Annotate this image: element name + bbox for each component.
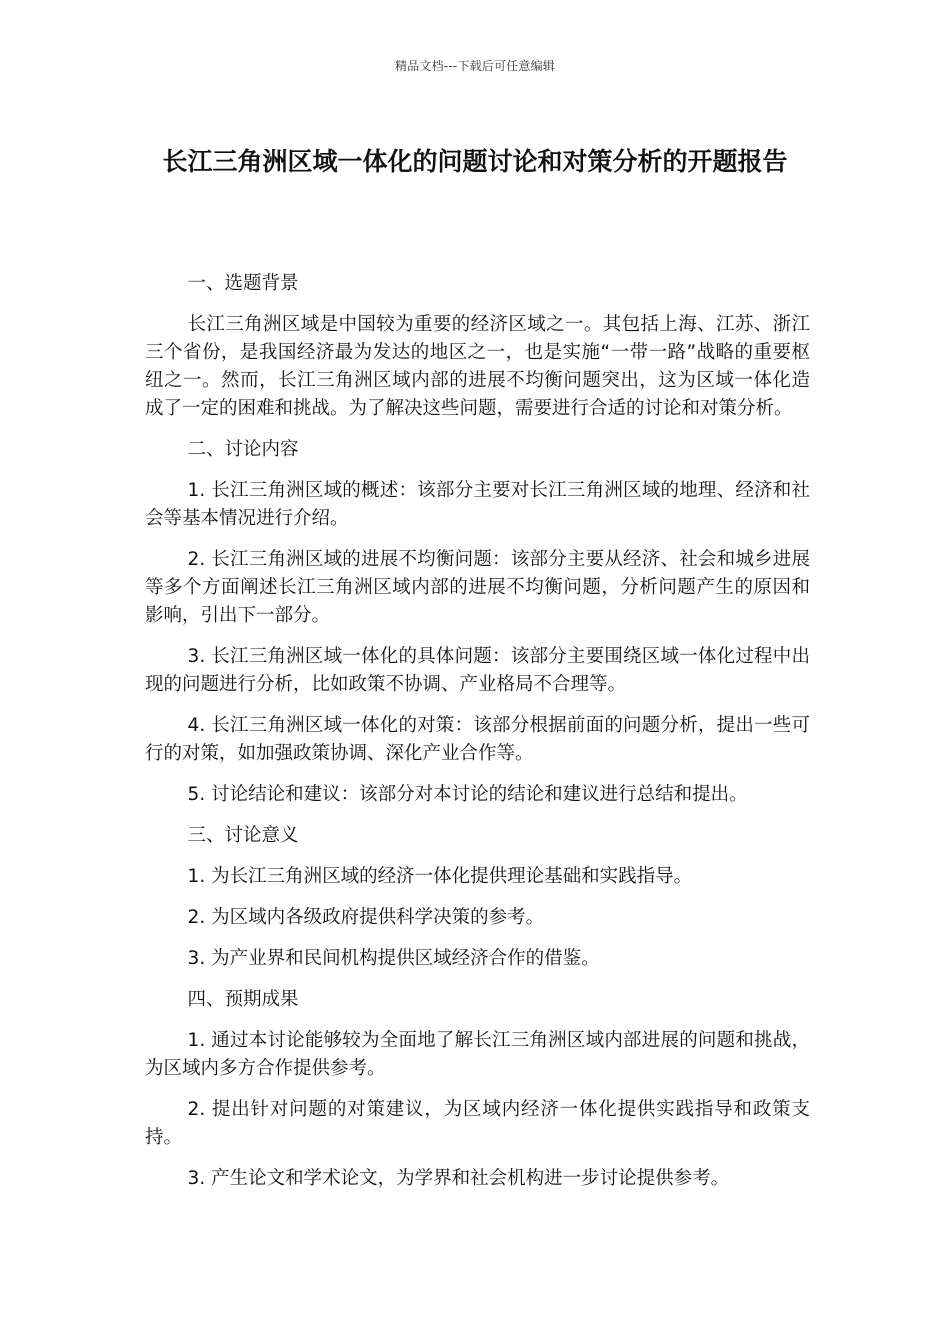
outcome-item: 1. 通过本讨论能够较为全面地了解长江三角洲区域内部进展的问题和挑战，为区域内多方合作提供参考。	[145, 1030, 810, 1079]
content-item: 5. 讨论结论和建议：该部分对本讨论的结论和建议进行总结和提出。	[187, 784, 748, 805]
background-paragraph: 长江三角洲区域是中国较为重要的经济区域之一。其包括上海、江苏、浙江三个省份，是我国经济最为发达的地区之一，也是实施“一带一路”战略的重要枢纽之一。然而，长江三角洲区域内部的进展不均衡问题突出，这为区域一体化造成了一定的困难和挑战。为了解决这些问题，需要进行合适的讨论和对策分析。	[145, 314, 810, 419]
section-heading-background: 一、选题背景	[187, 273, 299, 294]
document-title: 长江三角洲区域一体化的问题讨论和对策分析的开题报告	[162, 147, 788, 176]
content-item: 3. 长江三角洲区域一体化的具体问题：该部分主要围绕区域一体化过程中出现的问题进行分析，比如政策不协调、产业格局不合理等。	[145, 646, 810, 695]
outcome-item: 3. 产生论文和学术论文，为学界和社会机构进一步讨论提供参考。	[187, 1168, 730, 1189]
outcome-item: 2. 提出针对问题的对策建议，为区域内经济一体化提供实践指导和政策支持。	[145, 1099, 810, 1148]
significance-item: 1. 为长江三角洲区域的经济一体化提供理论基础和实践指导。	[187, 866, 693, 887]
content-item: 1. 长江三角洲区域的概述：该部分主要对长江三角洲区域的地理、经济和社会等基本情况进行介绍。	[145, 480, 810, 529]
content-item: 2. 长江三角洲区域的进展不均衡问题：该部分主要从经济、社会和城乡进展等多个方面阐述长江三角洲区域内部的进展不均衡问题，分析问题产生的原因和影响，引出下一部分。	[145, 549, 810, 626]
content-item: 4. 长江三角洲区域一体化的对策：该部分根据前面的问题分析，提出一些可行的对策，如加强政策协调、深化产业合作等。	[145, 715, 810, 764]
significance-item: 3. 为产业界和民间机构提供区域经济合作的借鉴。	[187, 948, 600, 969]
section-heading-significance: 三、讨论意义	[187, 825, 299, 846]
significance-item: 2. 为区域内各级政府提供科学决策的参考。	[187, 907, 545, 928]
header-note: 精品文档---下载后可任意编辑	[395, 59, 555, 73]
section-heading-outcomes: 四、预期成果	[187, 989, 299, 1010]
section-heading-content: 二、讨论内容	[187, 439, 299, 460]
document-body	[145, 270, 810, 1206]
